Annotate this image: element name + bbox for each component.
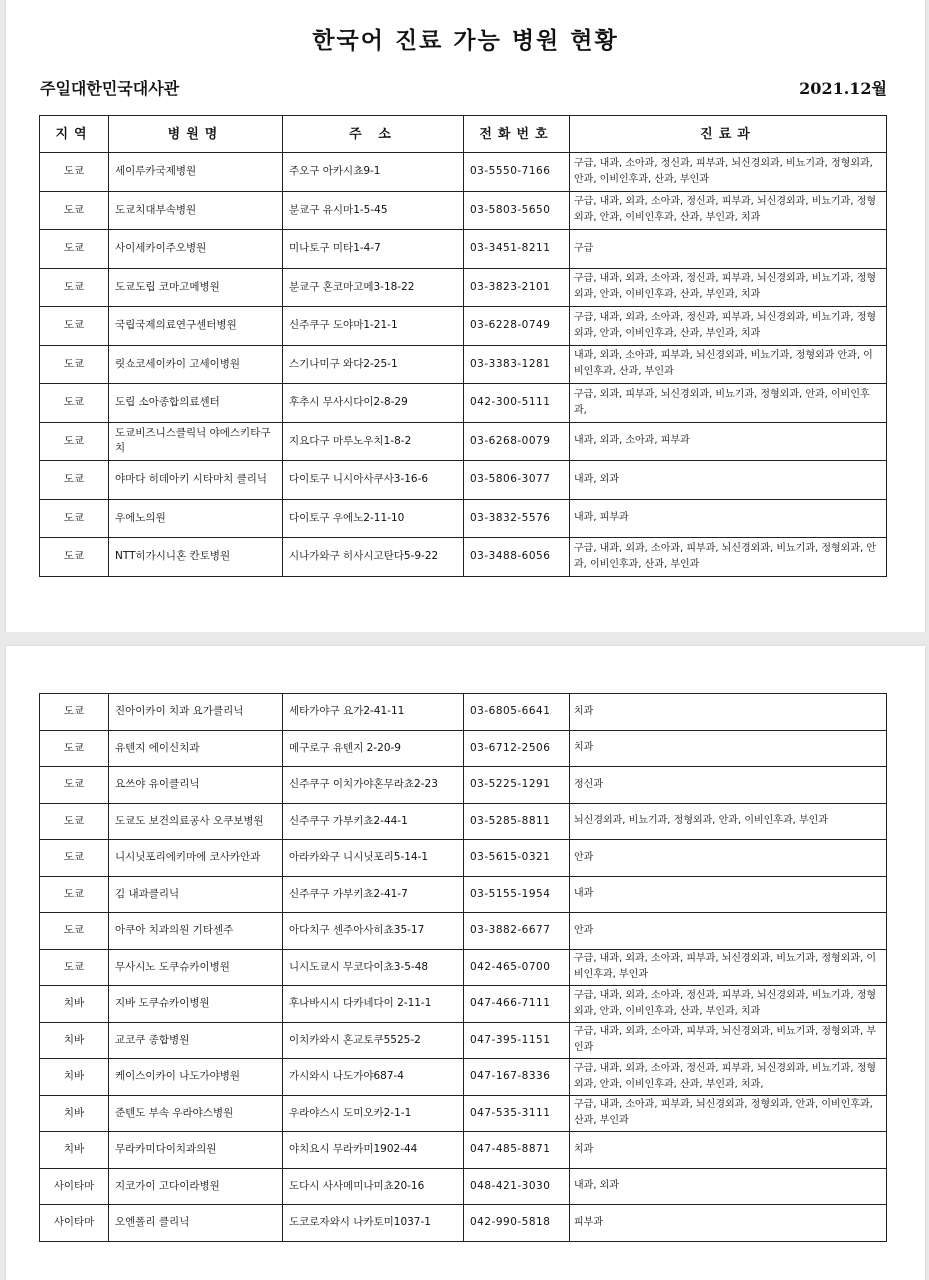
- department-cell: 피부과: [570, 1205, 887, 1242]
- hospital-name-cell: 니시닛포리에키마에 코사카안과: [109, 840, 283, 877]
- table-row: [40, 986, 887, 1023]
- region-cell: 도쿄: [40, 153, 109, 192]
- header-address: 주 소: [283, 116, 464, 153]
- address-cell: 미나토구 미타1-4-7: [283, 230, 464, 269]
- hospital-name-cell: 유텐지 에이신치과: [109, 730, 283, 767]
- table-row: [40, 1132, 887, 1169]
- address-cell: 지요다구 마루노우치1-8-2: [283, 422, 464, 461]
- table-row: [40, 803, 887, 840]
- phone-cell: 03-5615-0321: [464, 840, 570, 877]
- department-cell: 치과: [570, 1132, 887, 1169]
- hospital-name-cell: 도쿄도 보건의료공사 오쿠보병원: [109, 803, 283, 840]
- table-row: [40, 913, 887, 950]
- address-cell: 분쿄구 혼코마고메3-18-22: [283, 268, 464, 307]
- address-cell: 신주쿠구 도야마1-21-1: [283, 307, 464, 346]
- hospital-name-cell: 야마다 히데아키 시타마치 클리닉: [109, 461, 283, 500]
- region-cell: 도쿄: [40, 538, 109, 577]
- hospital-name-cell: 도립 소아종합의료센터: [109, 384, 283, 423]
- hospital-name-cell: 사이세카이주오병원: [109, 230, 283, 269]
- table-row: [40, 1205, 887, 1242]
- table-row: [40, 1022, 887, 1059]
- department-cell: 안과: [570, 840, 887, 877]
- hospital-name-cell: 김 내과클리닉: [109, 876, 283, 913]
- region-cell: 도쿄: [40, 307, 109, 346]
- phone-cell: 047-485-8871: [464, 1132, 570, 1169]
- phone-cell: 042-465-0700: [464, 949, 570, 986]
- phone-cell: 03-6805-6641: [464, 694, 570, 731]
- hospital-name-cell: 릿쇼코세이카이 고세이병원: [109, 345, 283, 384]
- document-date: 2021.12월: [799, 79, 887, 98]
- department-cell: 구급, 내과, 외과, 소아과, 정신과, 피부과, 뇌신경외과, 비뇨기과, 정형외과, 안과, 이비인후과, 산과, 부인과, 치과: [570, 307, 887, 346]
- hospital-name-cell: 무사시노 도쿠슈카이병원: [109, 949, 283, 986]
- hospital-name-cell: 준텐도 부속 우라야스병원: [109, 1095, 283, 1132]
- region-cell: 도쿄: [40, 730, 109, 767]
- department-cell: 구급, 외과, 피부과, 뇌신경외과, 비뇨기과, 정형외과, 안과, 이비인후과,: [570, 384, 887, 423]
- document-page-2: [6, 646, 925, 1280]
- hospital-name-cell: 도쿄치대부속병원: [109, 191, 283, 230]
- address-cell: 우라야스시 도미오카2-1-1: [283, 1095, 464, 1132]
- region-cell: 도쿄: [40, 876, 109, 913]
- phone-cell: 03-6268-0079: [464, 422, 570, 461]
- department-cell: 내과, 외과, 소아과, 피부과: [570, 422, 887, 461]
- phone-cell: 03-3488-6056: [464, 538, 570, 577]
- address-cell: 도코로자와시 나카토미1037-1: [283, 1205, 464, 1242]
- region-cell: 도쿄: [40, 461, 109, 500]
- department-cell: 구급: [570, 230, 887, 269]
- region-cell: 도쿄: [40, 767, 109, 804]
- hospital-name-cell: 오엔폴리 클리닉: [109, 1205, 283, 1242]
- hospital-name-cell: 진아이카이 치과 요가클리닉: [109, 694, 283, 731]
- hospital-name-cell: 국립국제의료연구센터병원: [109, 307, 283, 346]
- department-cell: 내과, 외과: [570, 1168, 887, 1205]
- phone-cell: 03-5285-8811: [464, 803, 570, 840]
- table-row: [40, 461, 887, 500]
- header-region: 지역: [40, 116, 109, 153]
- phone-cell: 048-421-3030: [464, 1168, 570, 1205]
- hospital-name-cell: 무라카미다이치과의원: [109, 1132, 283, 1169]
- hospital-name-cell: 도쿄비즈니스클릭닉 야에스키타구치: [109, 422, 283, 461]
- hospital-table-page-1: [39, 115, 887, 577]
- address-cell: 메구로구 유텐지 2-20-9: [283, 730, 464, 767]
- address-cell: 니시도쿄시 무코다이쵸3-5-48: [283, 949, 464, 986]
- region-cell: 사이타마: [40, 1205, 109, 1242]
- department-cell: 치과: [570, 730, 887, 767]
- region-cell: 도쿄: [40, 191, 109, 230]
- region-cell: 도쿄: [40, 422, 109, 461]
- department-cell: 구급, 내과, 외과, 소아과, 정신과, 피부과, 뇌신경외과, 비뇨기과, 정형외과, 안과, 이비인후과, 산과, 부인과, 치과,: [570, 1059, 887, 1096]
- hospital-table-page-2: [39, 693, 887, 1242]
- embassy-name: 주일대한민국대사관: [40, 79, 180, 98]
- table-row: [40, 538, 887, 577]
- department-cell: 구급, 내과, 소아과, 피부과, 뇌신경외과, 정형외과, 안과, 이비인후과, 산과, 부인과: [570, 1095, 887, 1132]
- address-cell: 이치카와시 혼교토쿠5525-2: [283, 1022, 464, 1059]
- table-row: [40, 345, 887, 384]
- phone-cell: 03-6712-2506: [464, 730, 570, 767]
- hospital-name-cell: 세이루카국제병원: [109, 153, 283, 192]
- hospital-name-cell: 도쿄도립 코마고메병원: [109, 268, 283, 307]
- phone-cell: 03-6228-0749: [464, 307, 570, 346]
- address-cell: 분쿄구 유시마1-5-45: [283, 191, 464, 230]
- region-cell: 도쿄: [40, 268, 109, 307]
- table-row: [40, 499, 887, 538]
- region-cell: 도쿄: [40, 913, 109, 950]
- table-row: [40, 730, 887, 767]
- address-cell: 후나바시시 다카네다이 2-11-1: [283, 986, 464, 1023]
- table-row: [40, 694, 887, 731]
- address-cell: 다이토구 우에노2-11-10: [283, 499, 464, 538]
- address-cell: 주오구 아카시쵸9-1: [283, 153, 464, 192]
- hospital-name-cell: 케이스이카이 나도가야병원: [109, 1059, 283, 1096]
- hospital-name-cell: 교코쿠 종합병원: [109, 1022, 283, 1059]
- table-row: [40, 153, 887, 192]
- phone-cell: 03-5225-1291: [464, 767, 570, 804]
- region-cell: 도쿄: [40, 384, 109, 423]
- table-row: [40, 230, 887, 269]
- table-row: [40, 191, 887, 230]
- address-cell: 시나가와구 히사시고탄다5-9-22: [283, 538, 464, 577]
- table-row: [40, 1095, 887, 1132]
- hospital-name-cell: 아쿠아 치과의원 기타센주: [109, 913, 283, 950]
- department-cell: 구급, 내과, 소아과, 정신과, 피부과, 뇌신경외과, 비뇨기과, 정형외과, 안과, 이비인후과, 산과, 부인과: [570, 153, 887, 192]
- department-cell: 내과: [570, 876, 887, 913]
- region-cell: 도쿄: [40, 694, 109, 731]
- document-title: 한국어 진료 가능 병원 현황: [312, 28, 619, 54]
- address-cell: 신주쿠구 이치가야혼무라쵸2-23: [283, 767, 464, 804]
- region-cell: 치바: [40, 1059, 109, 1096]
- hospital-name-cell: 지코가이 고다이라병원: [109, 1168, 283, 1205]
- phone-cell: 03-5155-1954: [464, 876, 570, 913]
- address-cell: 신주쿠구 가부키쵸2-44-1: [283, 803, 464, 840]
- phone-cell: 03-3383-1281: [464, 345, 570, 384]
- phone-cell: 03-3451-8211: [464, 230, 570, 269]
- address-cell: 후추시 무사시다이2-8-29: [283, 384, 464, 423]
- hospital-name-cell: 지바 도쿠슈카이병원: [109, 986, 283, 1023]
- department-cell: 뇌신경외과, 비뇨기과, 정형외과, 안과, 이비인후과, 부인과: [570, 803, 887, 840]
- address-cell: 스기나미구 와다2-25-1: [283, 345, 464, 384]
- department-cell: 구급, 내과, 외과, 소아과, 정신과, 피부과, 뇌신경외과, 비뇨기과, 정형외과, 안과, 이비인후과, 산과, 부인과, 치과: [570, 986, 887, 1023]
- table-row: [40, 1168, 887, 1205]
- department-cell: 구급, 내과, 외과, 소아과, 피부과, 뇌신경외과, 비뇨기과, 정형외과, 이비인후과, 부인과: [570, 949, 887, 986]
- region-cell: 치바: [40, 1132, 109, 1169]
- region-cell: 도쿄: [40, 499, 109, 538]
- department-cell: 내과, 외과: [570, 461, 887, 500]
- header-phone: 전화번호: [464, 116, 570, 153]
- region-cell: 도쿄: [40, 345, 109, 384]
- region-cell: 도쿄: [40, 949, 109, 986]
- region-cell: 도쿄: [40, 840, 109, 877]
- document-page-1: [6, 0, 925, 632]
- hospital-name-cell: 우에노의원: [109, 499, 283, 538]
- table-row: [40, 384, 887, 423]
- phone-cell: 047-535-3111: [464, 1095, 570, 1132]
- table-header-row: [40, 116, 887, 153]
- address-cell: 도다시 사사메미나미쵸20-16: [283, 1168, 464, 1205]
- department-cell: 구급, 내과, 외과, 소아과, 정신과, 피부과, 뇌신경외과, 비뇨기과, 정형외과, 안과, 이비인후과, 산과, 부인과, 치과: [570, 268, 887, 307]
- department-cell: 구급, 내과, 외과, 소아과, 피부과, 뇌신경외과, 비뇨기과, 정형외과, 부인과: [570, 1022, 887, 1059]
- region-cell: 도쿄: [40, 803, 109, 840]
- region-cell: 치바: [40, 986, 109, 1023]
- department-cell: 내과, 피부과: [570, 499, 887, 538]
- address-cell: 다이토구 니시아사쿠사3-16-6: [283, 461, 464, 500]
- phone-cell: 03-3823-2101: [464, 268, 570, 307]
- phone-cell: 03-3882-6677: [464, 913, 570, 950]
- department-cell: 정신과: [570, 767, 887, 804]
- department-cell: 내과, 외과, 소아과, 피부과, 뇌신경외과, 비뇨기과, 정형외과 안과, 이비인후과, 산과, 부인과: [570, 345, 887, 384]
- table-row: [40, 422, 887, 461]
- department-cell: 안과: [570, 913, 887, 950]
- table-row: [40, 876, 887, 913]
- region-cell: 치바: [40, 1022, 109, 1059]
- phone-cell: 03-3832-5576: [464, 499, 570, 538]
- phone-cell: 042-990-5818: [464, 1205, 570, 1242]
- address-cell: 아다치구 센주아사히쵸35-17: [283, 913, 464, 950]
- address-cell: 가시와시 나도가야687-4: [283, 1059, 464, 1096]
- phone-cell: 03-5550-7166: [464, 153, 570, 192]
- phone-cell: 047-466-7111: [464, 986, 570, 1023]
- region-cell: 치바: [40, 1095, 109, 1132]
- hospital-name-cell: 요쓰야 유이클리닉: [109, 767, 283, 804]
- address-cell: 신주쿠구 가부키쵸2-41-7: [283, 876, 464, 913]
- address-cell: 아라카와구 니시닛포리5-14-1: [283, 840, 464, 877]
- region-cell: 사이타마: [40, 1168, 109, 1205]
- department-cell: 구급, 내과, 외과, 소아과, 피부과, 뇌신경외과, 비뇨기과, 정형외과, 안과, 이비인후과, 산과, 부인과: [570, 538, 887, 577]
- table-row: [40, 767, 887, 804]
- header-hospital: 병원명: [109, 116, 283, 153]
- hospital-name-cell: NTT히가시니혼 칸토병원: [109, 538, 283, 577]
- page-gap: [0, 632, 929, 646]
- phone-cell: 047-167-8336: [464, 1059, 570, 1096]
- phone-cell: 03-5803-5650: [464, 191, 570, 230]
- phone-cell: 03-5806-3077: [464, 461, 570, 500]
- table-row: [40, 949, 887, 986]
- department-cell: 치과: [570, 694, 887, 731]
- table-row: [40, 840, 887, 877]
- department-cell: 구급, 내과, 외과, 소아과, 정신과, 피부과, 뇌신경외과, 비뇨기과, 정형외과, 안과, 이비인후과, 산과, 부인과, 치과: [570, 191, 887, 230]
- header-department: 진료과: [570, 116, 887, 153]
- table-row: [40, 268, 887, 307]
- address-cell: 세타가야구 요가2-41-11: [283, 694, 464, 731]
- phone-cell: 047-395-1151: [464, 1022, 570, 1059]
- table-row: [40, 307, 887, 346]
- address-cell: 야치요시 무라카미1902-44: [283, 1132, 464, 1169]
- region-cell: 도쿄: [40, 230, 109, 269]
- table-row: [40, 1059, 887, 1096]
- phone-cell: 042-300-5111: [464, 384, 570, 423]
